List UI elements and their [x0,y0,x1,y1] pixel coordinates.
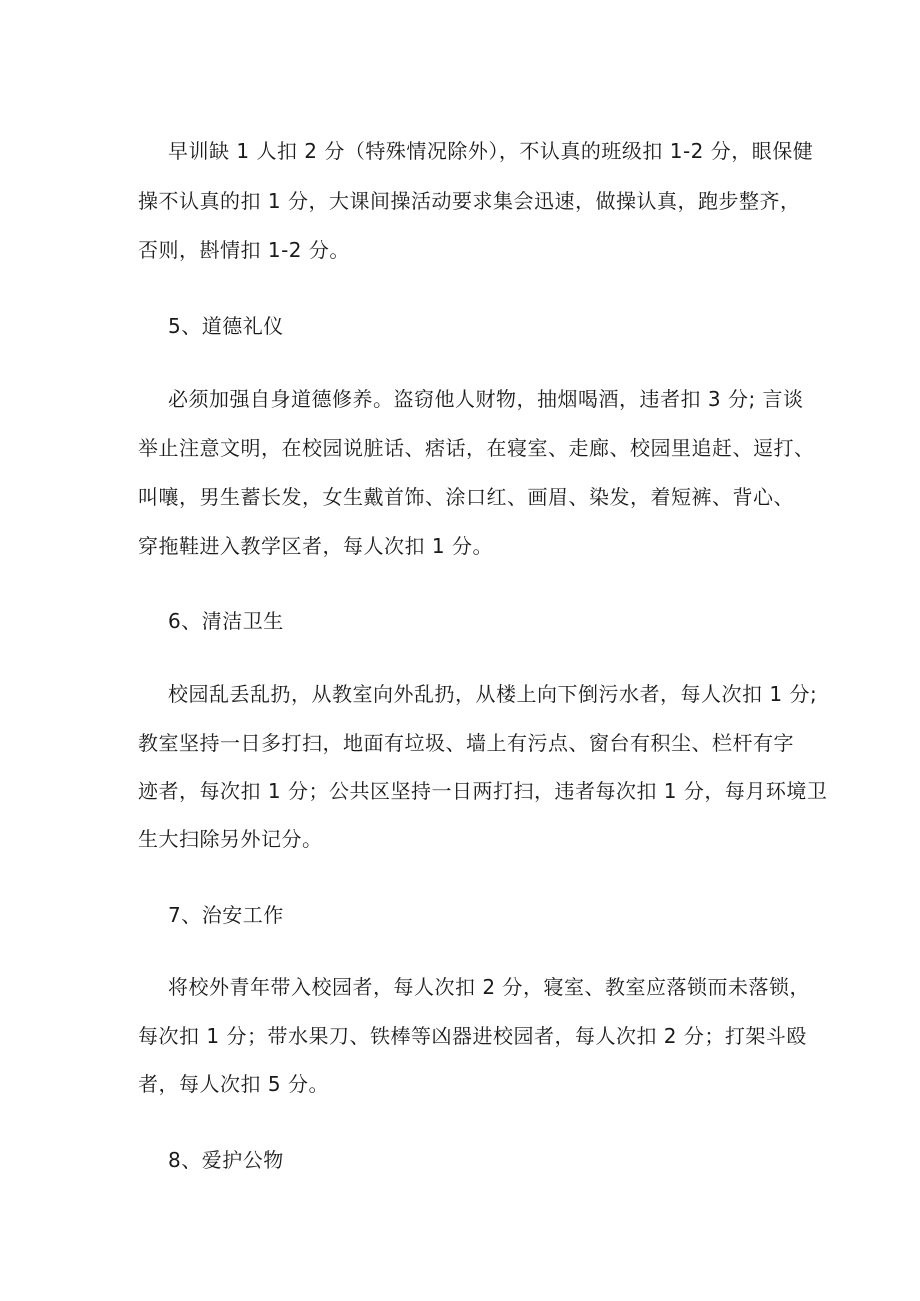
paragraph-line: 必须加强自身道德修养。盗窃他人财物，抽烟喝酒，违者扣 3 分; 言谈 [168,387,804,411]
section-heading: 7、治安工作 [168,903,284,927]
paragraph-line: 迹者，每次扣 1 分；公共区坚持一日两打扫，违者每次扣 1 分，每月环境卫 [138,779,828,803]
section-heading: 5、道德礼仪 [168,314,284,338]
paragraph-line: 否则，斟情扣 1-2 分。 [138,238,350,262]
paragraph-line: 者，每人次扣 5 分。 [138,1072,329,1096]
paragraph-line: 生大扫除另外记分。 [138,827,323,851]
section-heading: 6、清洁卫生 [168,609,284,633]
paragraph-line: 早训缺 1 人扣 2 分（特殊情况除外），不认真的班级扣 1-2 分，眼保健 [168,139,814,163]
paragraph-line: 叫嚷，男生蓄长发，女生戴首饰、涂口红、画眉、染发，着短裤、背心、 [138,485,794,509]
paragraph-line: 每次扣 1 分；带水果刀、铁棒等凶器进校园者，每人次扣 2 分；打架斗殴 [138,1024,807,1048]
section-heading: 8、爱护公物 [168,1148,284,1172]
paragraph-line: 教室坚持一日多打扫，地面有垃圾、墙上有污点、窗台有积尘、栏杆有字 [138,731,794,755]
paragraph-line: 校园乱丢乱扔，从教室向外乱扔，从楼上向下倒污水者，每人次扣 1 分; [168,682,818,706]
paragraph-line: 穿拖鞋进入教学区者，每人次扣 1 分。 [138,534,493,558]
paragraph-line: 将校外青年带入校园者，每人次扣 2 分，寝室、教室应落锁而未落锁， [168,975,810,999]
paragraph-line: 操不认真的扣 1 分，大课间操活动要求集会迅速，做操认真，跑步整齐， [138,189,801,213]
paragraph-line: 举止注意文明，在校园说脏话、痞话，在寝室、走廊、校园里追赶、逗打、 [138,436,815,460]
